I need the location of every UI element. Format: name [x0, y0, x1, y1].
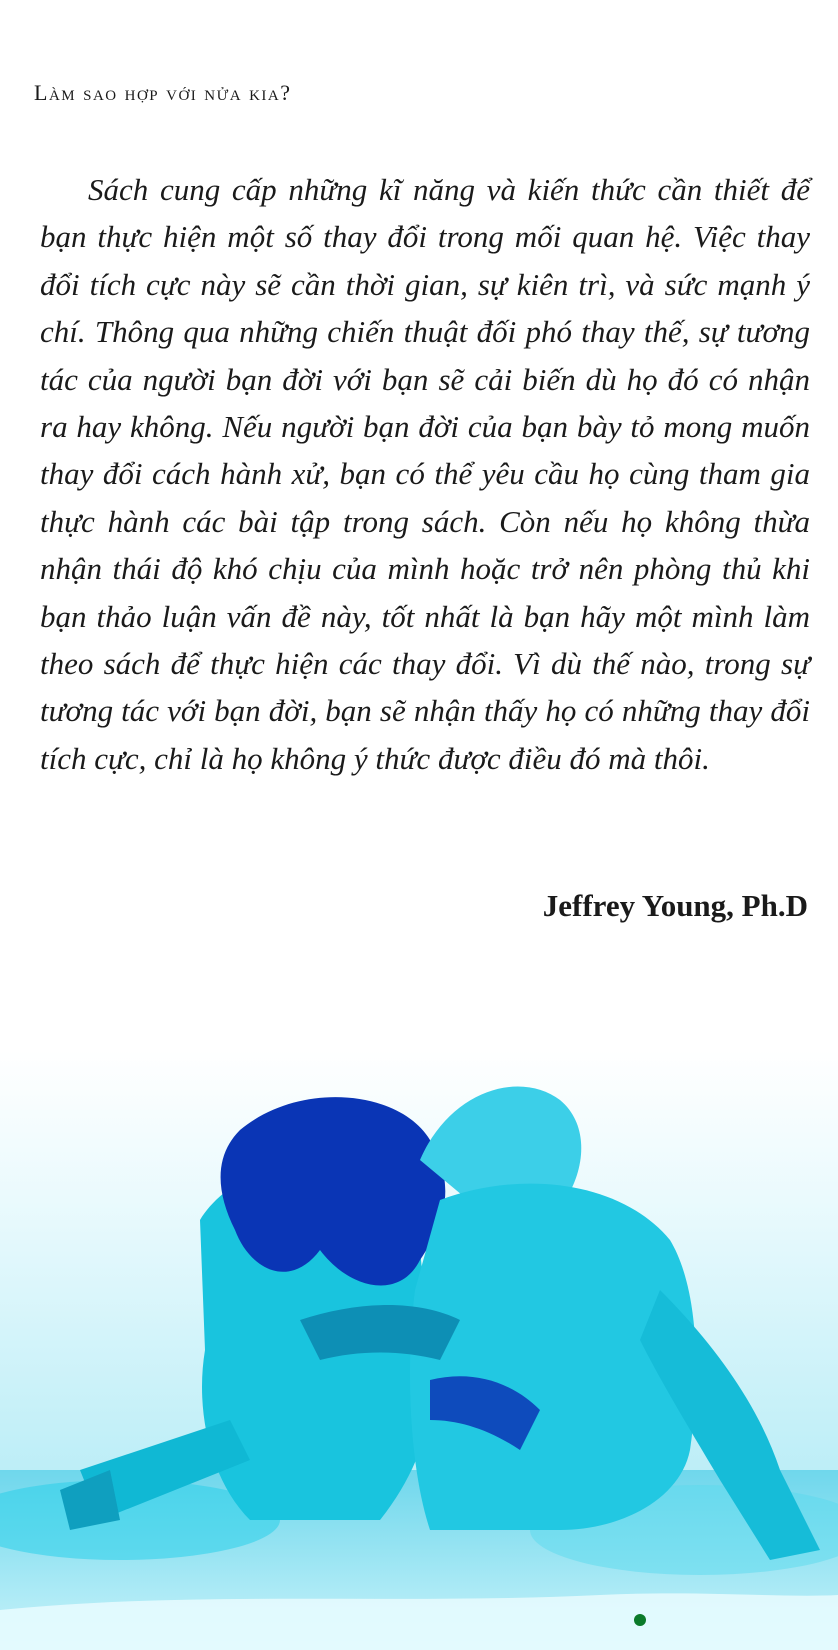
author-signature: Jeffrey Young, Ph.D — [542, 888, 808, 923]
couple-photo — [0, 1050, 838, 1650]
running-head: Làm sao hợp với nửa kia? — [34, 80, 292, 105]
couple-illustration — [0, 1050, 838, 1650]
green-speck — [634, 1614, 646, 1626]
body-paragraph: Sách cung cấp những kĩ năng và kiến thức cần thiết để bạn thực hiện một số thay đổi trong mối quan hệ. Việc thay đổi tích cực này sẽ cần thời gian, sự kiên trì, và sức mạnh ý chí. Thông qua những chiến thuật đối phó thay thế, sự tương tác của người bạn đời với bạn sẽ cải biến dù họ đó có nhận ra hay không. Nếu người bạn đời của bạn bày tỏ mong muốn thay đổi cách hành xử, bạn có thể yêu cầu họ cùng tham gia thực hành các bài tập trong sách. Còn nếu họ không thừa nhận thái độ khó chịu của mình hoặc trở nên phòng thủ khi bạn thảo luận vấn đề này, tốt nhất là bạn hãy một mình làm theo sách để thực hiện các thay đổi. Vì dù thế nào, trong sự tương tác với bạn đời, bạn sẽ nhận thấy họ có những thay đổi tích cực, chỉ là họ không ý thức được điều đó mà thôi. — [40, 172, 810, 776]
